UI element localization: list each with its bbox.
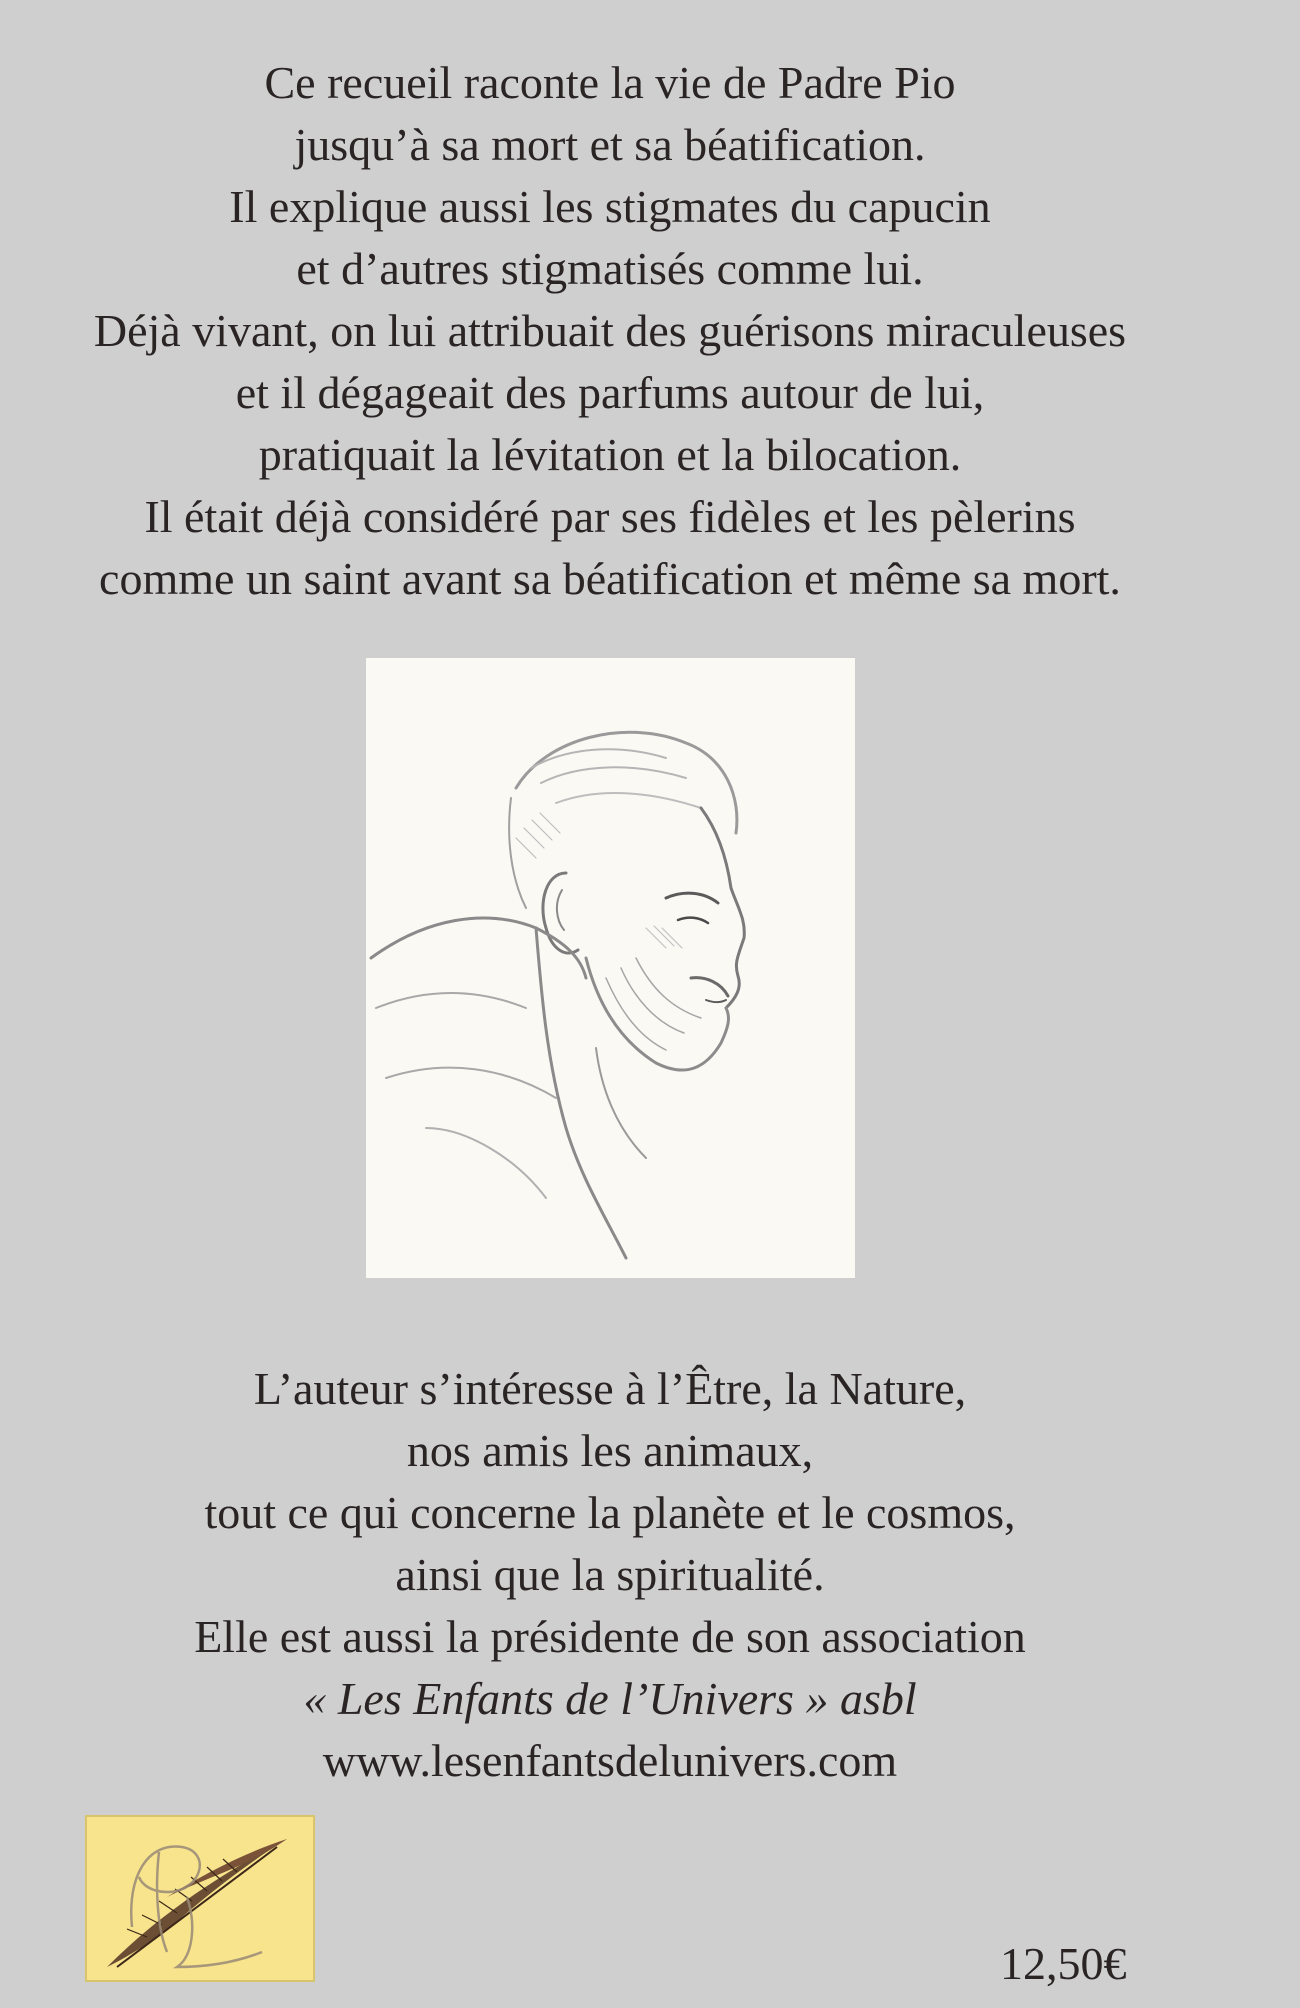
description-line: jusqu’à sa mort et sa béatification.: [294, 119, 926, 170]
price-label: 12,50€: [1000, 1938, 1127, 1989]
description-line: comme un saint avant sa béatification et même sa mort.: [99, 553, 1121, 604]
description-line: Il était déjà considéré par ses fidèles et les pèlerins: [144, 491, 1076, 542]
description-line: Ce recueil raconte la vie de Padre Pio: [264, 57, 956, 108]
author-bio-line: Elle est aussi la présidente de son association: [194, 1611, 1026, 1662]
author-bio-line: nos amis les animaux,: [406, 1425, 814, 1476]
description-line: Il explique aussi les stigmates du capucin: [229, 181, 991, 232]
portrait-sketch: [366, 658, 855, 1278]
author-bio: [0, 1358, 1220, 1792]
description-line: Déjà vivant, on lui attribuait des guérisons miraculeuses: [93, 305, 1127, 356]
author-bio-line: ainsi que la spiritualité.: [395, 1549, 825, 1600]
author-bio-line: L’auteur s’intéresse à l’Être, la Nature,: [253, 1363, 967, 1414]
publisher-logo: [85, 1815, 315, 1982]
description-line: et il dégageait des parfums autour de lui,: [235, 367, 985, 418]
association-name: « Les Enfants de l’Univers » asbl: [303, 1673, 917, 1724]
website-link[interactable]: www.lesenfantsdelunivers.com: [322, 1735, 898, 1786]
description-line: et d’autres stigmatisés comme lui.: [296, 243, 924, 294]
description-line: pratiquait la lévitation et la bilocation.: [258, 429, 962, 480]
author-bio-line: tout ce qui concerne la planète et le cosmos,: [204, 1487, 1016, 1538]
description-text: [0, 52, 1220, 610]
